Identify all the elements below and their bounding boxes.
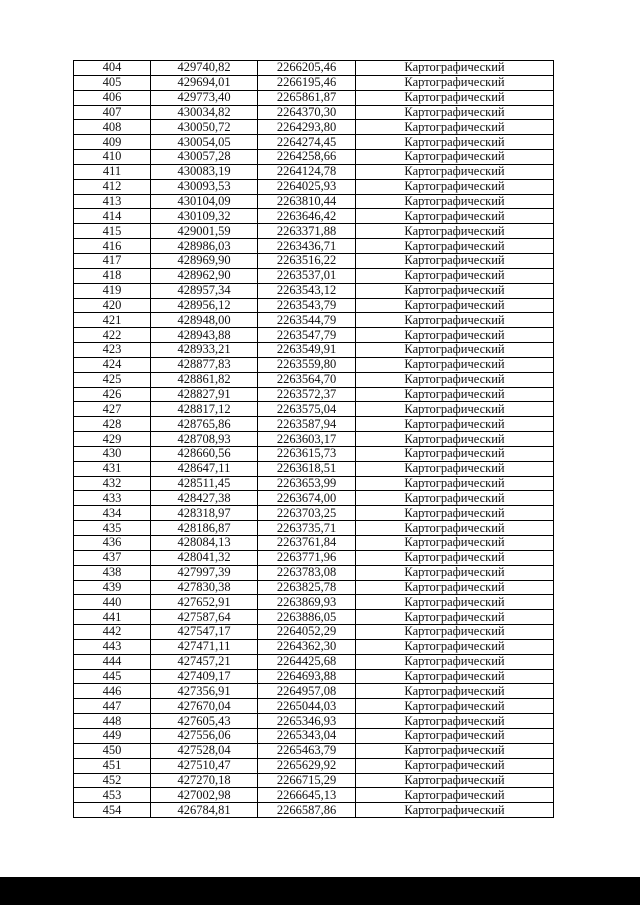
table-row [74, 595, 554, 610]
method-cell: Картографический [356, 654, 554, 669]
table-row [74, 194, 554, 209]
table-row [74, 328, 554, 343]
y-coordinate-cell: 2263825,78 [258, 580, 356, 595]
x-coordinate-cell: 427528,04 [151, 743, 258, 758]
method-cell: Картографический [356, 179, 554, 194]
method-cell: Картографический [356, 239, 554, 254]
x-coordinate-cell: 428647,11 [151, 461, 258, 476]
table-row [74, 105, 554, 120]
method-cell: Картографический [356, 699, 554, 714]
point-number-cell: 429 [74, 432, 151, 447]
method-cell: Картографический [356, 313, 554, 328]
table-row [74, 625, 554, 640]
y-coordinate-cell: 2264957,08 [258, 684, 356, 699]
table-row [74, 313, 554, 328]
method-cell: Картографический [356, 773, 554, 788]
x-coordinate-cell: 427547,17 [151, 625, 258, 640]
point-number-cell: 441 [74, 610, 151, 625]
method-cell: Картографический [356, 135, 554, 150]
table-row [74, 521, 554, 536]
point-number-cell: 431 [74, 461, 151, 476]
x-coordinate-cell: 428969,90 [151, 253, 258, 268]
method-cell: Картографический [356, 194, 554, 209]
table-row [74, 224, 554, 239]
table-row [74, 357, 554, 372]
point-number-cell: 447 [74, 699, 151, 714]
y-coordinate-cell: 2265346,93 [258, 714, 356, 729]
y-coordinate-cell: 2264274,45 [258, 135, 356, 150]
y-coordinate-cell: 2263618,51 [258, 461, 356, 476]
point-number-cell: 411 [74, 164, 151, 179]
y-coordinate-cell: 2263810,44 [258, 194, 356, 209]
y-coordinate-cell: 2266587,86 [258, 803, 356, 818]
table-row [74, 135, 554, 150]
scan-bottom-edge [0, 877, 640, 905]
x-coordinate-cell: 427830,38 [151, 580, 258, 595]
y-coordinate-cell: 2266715,29 [258, 773, 356, 788]
table-row [74, 803, 554, 818]
method-cell: Картографический [356, 105, 554, 120]
method-cell: Картографический [356, 387, 554, 402]
method-cell: Картографический [356, 150, 554, 165]
x-coordinate-cell: 428962,90 [151, 268, 258, 283]
table-row [74, 491, 554, 506]
point-number-cell: 438 [74, 565, 151, 580]
method-cell: Картографический [356, 714, 554, 729]
x-coordinate-cell: 427670,04 [151, 699, 258, 714]
x-coordinate-cell: 428877,83 [151, 357, 258, 372]
x-coordinate-cell: 429773,40 [151, 90, 258, 105]
x-coordinate-cell: 427471,11 [151, 639, 258, 654]
point-number-cell: 416 [74, 239, 151, 254]
method-cell: Картографический [356, 788, 554, 803]
point-number-cell: 434 [74, 506, 151, 521]
method-cell: Картографический [356, 610, 554, 625]
y-coordinate-cell: 2263783,08 [258, 565, 356, 580]
y-coordinate-cell: 2264293,80 [258, 120, 356, 135]
x-coordinate-cell: 430083,19 [151, 164, 258, 179]
point-number-cell: 410 [74, 150, 151, 165]
point-number-cell: 417 [74, 253, 151, 268]
table-row [74, 550, 554, 565]
method-cell: Картографический [356, 446, 554, 461]
x-coordinate-cell: 427409,17 [151, 669, 258, 684]
x-coordinate-cell: 430093,53 [151, 179, 258, 194]
method-cell: Картографический [356, 90, 554, 105]
table-row [74, 788, 554, 803]
y-coordinate-cell: 2263735,71 [258, 521, 356, 536]
y-coordinate-cell: 2263703,25 [258, 506, 356, 521]
method-cell: Картографический [356, 283, 554, 298]
table-row [74, 179, 554, 194]
y-coordinate-cell: 2264052,29 [258, 625, 356, 640]
coordinates-table-body [74, 61, 554, 818]
x-coordinate-cell: 428957,34 [151, 283, 258, 298]
table-row [74, 432, 554, 447]
y-coordinate-cell: 2263886,05 [258, 610, 356, 625]
x-coordinate-cell: 427587,64 [151, 610, 258, 625]
table-row [74, 75, 554, 90]
x-coordinate-cell: 429740,82 [151, 61, 258, 76]
method-cell: Картографический [356, 565, 554, 580]
x-coordinate-cell: 428186,87 [151, 521, 258, 536]
x-coordinate-cell: 429001,59 [151, 224, 258, 239]
x-coordinate-cell: 427002,98 [151, 788, 258, 803]
point-number-cell: 422 [74, 328, 151, 343]
y-coordinate-cell: 2263371,88 [258, 224, 356, 239]
table-row [74, 639, 554, 654]
method-cell: Картографический [356, 476, 554, 491]
x-coordinate-cell: 430050,72 [151, 120, 258, 135]
table-row [74, 669, 554, 684]
table-row [74, 743, 554, 758]
table-row [74, 654, 554, 669]
method-cell: Картографический [356, 491, 554, 506]
x-coordinate-cell: 430104,09 [151, 194, 258, 209]
point-number-cell: 432 [74, 476, 151, 491]
table-row [74, 684, 554, 699]
x-coordinate-cell: 426784,81 [151, 803, 258, 818]
table-row [74, 253, 554, 268]
x-coordinate-cell: 428318,97 [151, 506, 258, 521]
method-cell: Картографический [356, 61, 554, 76]
point-number-cell: 425 [74, 372, 151, 387]
y-coordinate-cell: 2263559,80 [258, 357, 356, 372]
method-cell: Картографический [356, 580, 554, 595]
x-coordinate-cell: 428986,03 [151, 239, 258, 254]
point-number-cell: 421 [74, 313, 151, 328]
y-coordinate-cell: 2266205,46 [258, 61, 356, 76]
table-row [74, 536, 554, 551]
coordinates-table [73, 60, 554, 818]
y-coordinate-cell: 2263544,79 [258, 313, 356, 328]
table-row [74, 476, 554, 491]
method-cell: Картографический [356, 684, 554, 699]
y-coordinate-cell: 2263543,12 [258, 283, 356, 298]
point-number-cell: 430 [74, 446, 151, 461]
x-coordinate-cell: 427457,21 [151, 654, 258, 669]
method-cell: Картографический [356, 743, 554, 758]
method-cell: Картографический [356, 521, 554, 536]
y-coordinate-cell: 2264025,93 [258, 179, 356, 194]
y-coordinate-cell: 2263575,04 [258, 402, 356, 417]
table-row [74, 728, 554, 743]
x-coordinate-cell: 430034,82 [151, 105, 258, 120]
table-row [74, 446, 554, 461]
point-number-cell: 450 [74, 743, 151, 758]
method-cell: Картографический [356, 253, 554, 268]
table-row [74, 90, 554, 105]
point-number-cell: 440 [74, 595, 151, 610]
x-coordinate-cell: 428827,91 [151, 387, 258, 402]
method-cell: Картографический [356, 728, 554, 743]
x-coordinate-cell: 427652,91 [151, 595, 258, 610]
point-number-cell: 405 [74, 75, 151, 90]
point-number-cell: 445 [74, 669, 151, 684]
method-cell: Картографический [356, 402, 554, 417]
table-row [74, 268, 554, 283]
x-coordinate-cell: 428948,00 [151, 313, 258, 328]
method-cell: Картографический [356, 343, 554, 358]
y-coordinate-cell: 2265463,79 [258, 743, 356, 758]
table-row [74, 61, 554, 76]
y-coordinate-cell: 2263615,73 [258, 446, 356, 461]
y-coordinate-cell: 2264693,88 [258, 669, 356, 684]
point-number-cell: 453 [74, 788, 151, 803]
x-coordinate-cell: 428041,32 [151, 550, 258, 565]
x-coordinate-cell: 430054,05 [151, 135, 258, 150]
method-cell: Картографический [356, 536, 554, 551]
table-row [74, 506, 554, 521]
method-cell: Картографический [356, 639, 554, 654]
point-number-cell: 420 [74, 298, 151, 313]
table-row [74, 580, 554, 595]
point-number-cell: 436 [74, 536, 151, 551]
x-coordinate-cell: 427270,18 [151, 773, 258, 788]
table-row [74, 387, 554, 402]
y-coordinate-cell: 2263516,22 [258, 253, 356, 268]
point-number-cell: 454 [74, 803, 151, 818]
point-number-cell: 452 [74, 773, 151, 788]
x-coordinate-cell: 430109,32 [151, 209, 258, 224]
y-coordinate-cell: 2266645,13 [258, 788, 356, 803]
x-coordinate-cell: 427605,43 [151, 714, 258, 729]
point-number-cell: 439 [74, 580, 151, 595]
point-number-cell: 418 [74, 268, 151, 283]
y-coordinate-cell: 2263869,93 [258, 595, 356, 610]
point-number-cell: 448 [74, 714, 151, 729]
y-coordinate-cell: 2265861,87 [258, 90, 356, 105]
method-cell: Картографический [356, 209, 554, 224]
point-number-cell: 427 [74, 402, 151, 417]
x-coordinate-cell: 427510,47 [151, 758, 258, 773]
table-row [74, 372, 554, 387]
x-coordinate-cell: 428817,12 [151, 402, 258, 417]
table-row [74, 402, 554, 417]
y-coordinate-cell: 2263761,84 [258, 536, 356, 551]
point-number-cell: 414 [74, 209, 151, 224]
x-coordinate-cell: 428427,38 [151, 491, 258, 506]
x-coordinate-cell: 428660,56 [151, 446, 258, 461]
table-row [74, 120, 554, 135]
method-cell: Картографический [356, 298, 554, 313]
method-cell: Картографический [356, 669, 554, 684]
y-coordinate-cell: 2265044,03 [258, 699, 356, 714]
point-number-cell: 443 [74, 639, 151, 654]
method-cell: Картографический [356, 506, 554, 521]
table-row [74, 610, 554, 625]
x-coordinate-cell: 427556,06 [151, 728, 258, 743]
y-coordinate-cell: 2264258,66 [258, 150, 356, 165]
point-number-cell: 413 [74, 194, 151, 209]
point-number-cell: 433 [74, 491, 151, 506]
table-row [74, 699, 554, 714]
point-number-cell: 412 [74, 179, 151, 194]
y-coordinate-cell: 2263436,71 [258, 239, 356, 254]
x-coordinate-cell: 430057,28 [151, 150, 258, 165]
x-coordinate-cell: 428943,88 [151, 328, 258, 343]
x-coordinate-cell: 427356,91 [151, 684, 258, 699]
y-coordinate-cell: 2263549,91 [258, 343, 356, 358]
table-row [74, 209, 554, 224]
x-coordinate-cell: 428933,21 [151, 343, 258, 358]
table-row [74, 343, 554, 358]
y-coordinate-cell: 2263653,99 [258, 476, 356, 491]
x-coordinate-cell: 427997,39 [151, 565, 258, 580]
table-row [74, 773, 554, 788]
y-coordinate-cell: 2263547,79 [258, 328, 356, 343]
point-number-cell: 444 [74, 654, 151, 669]
method-cell: Картографический [356, 328, 554, 343]
method-cell: Картографический [356, 224, 554, 239]
y-coordinate-cell: 2263771,96 [258, 550, 356, 565]
point-number-cell: 437 [74, 550, 151, 565]
point-number-cell: 415 [74, 224, 151, 239]
y-coordinate-cell: 2263543,79 [258, 298, 356, 313]
x-coordinate-cell: 428956,12 [151, 298, 258, 313]
x-coordinate-cell: 429694,01 [151, 75, 258, 90]
method-cell: Картографический [356, 372, 554, 387]
point-number-cell: 409 [74, 135, 151, 150]
point-number-cell: 449 [74, 728, 151, 743]
point-number-cell: 424 [74, 357, 151, 372]
y-coordinate-cell: 2263572,37 [258, 387, 356, 402]
point-number-cell: 423 [74, 343, 151, 358]
table-row [74, 417, 554, 432]
method-cell: Картографический [356, 803, 554, 818]
point-number-cell: 404 [74, 61, 151, 76]
x-coordinate-cell: 428765,86 [151, 417, 258, 432]
method-cell: Картографический [356, 268, 554, 283]
table-row [74, 461, 554, 476]
point-number-cell: 419 [74, 283, 151, 298]
point-number-cell: 451 [74, 758, 151, 773]
point-number-cell: 408 [74, 120, 151, 135]
y-coordinate-cell: 2263537,01 [258, 268, 356, 283]
method-cell: Картографический [356, 550, 554, 565]
y-coordinate-cell: 2263674,00 [258, 491, 356, 506]
table-row [74, 714, 554, 729]
table-row [74, 283, 554, 298]
y-coordinate-cell: 2263587,94 [258, 417, 356, 432]
x-coordinate-cell: 428708,93 [151, 432, 258, 447]
x-coordinate-cell: 428861,82 [151, 372, 258, 387]
y-coordinate-cell: 2265343,04 [258, 728, 356, 743]
y-coordinate-cell: 2266195,46 [258, 75, 356, 90]
point-number-cell: 426 [74, 387, 151, 402]
x-coordinate-cell: 428084,13 [151, 536, 258, 551]
method-cell: Картографический [356, 625, 554, 640]
method-cell: Картографический [356, 417, 554, 432]
y-coordinate-cell: 2264124,78 [258, 164, 356, 179]
point-number-cell: 446 [74, 684, 151, 699]
method-cell: Картографический [356, 758, 554, 773]
table-row [74, 298, 554, 313]
method-cell: Картографический [356, 357, 554, 372]
point-number-cell: 428 [74, 417, 151, 432]
table-row [74, 239, 554, 254]
point-number-cell: 406 [74, 90, 151, 105]
point-number-cell: 435 [74, 521, 151, 536]
y-coordinate-cell: 2263603,17 [258, 432, 356, 447]
method-cell: Картографический [356, 432, 554, 447]
y-coordinate-cell: 2263564,70 [258, 372, 356, 387]
point-number-cell: 442 [74, 625, 151, 640]
table-row [74, 758, 554, 773]
method-cell: Картографический [356, 461, 554, 476]
method-cell: Картографический [356, 75, 554, 90]
x-coordinate-cell: 428511,45 [151, 476, 258, 491]
method-cell: Картографический [356, 120, 554, 135]
y-coordinate-cell: 2264425,68 [258, 654, 356, 669]
method-cell: Картографический [356, 164, 554, 179]
y-coordinate-cell: 2265629,92 [258, 758, 356, 773]
y-coordinate-cell: 2264362,30 [258, 639, 356, 654]
table-row [74, 150, 554, 165]
table-row [74, 164, 554, 179]
y-coordinate-cell: 2264370,30 [258, 105, 356, 120]
point-number-cell: 407 [74, 105, 151, 120]
y-coordinate-cell: 2263646,42 [258, 209, 356, 224]
method-cell: Картографический [356, 595, 554, 610]
table-row [74, 565, 554, 580]
